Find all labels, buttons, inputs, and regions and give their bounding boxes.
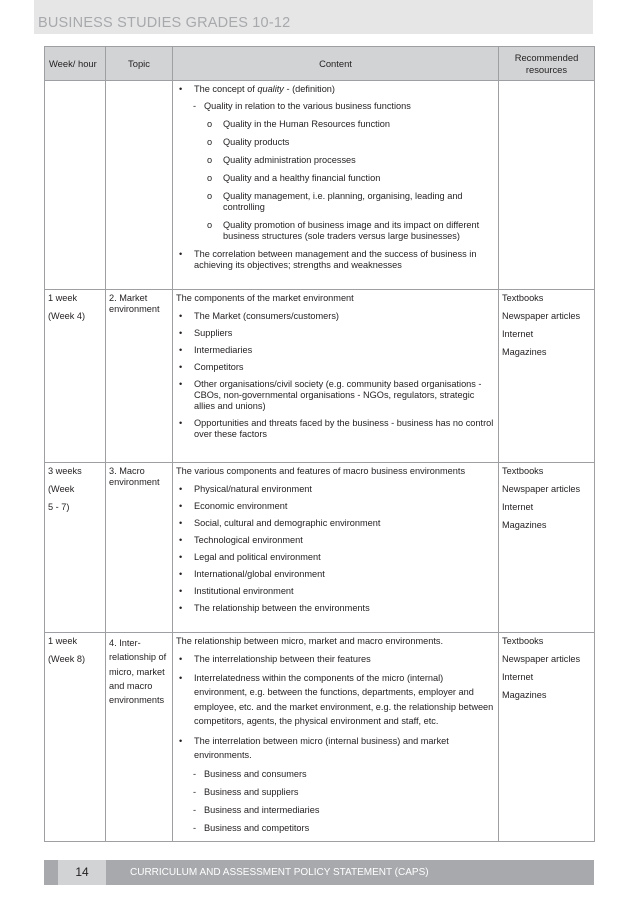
content-cell <box>173 81 499 290</box>
content-cell <box>173 290 499 463</box>
sub-item: o Quality in the Human Resources function <box>176 119 495 130</box>
page-header-title: BUSINESS STUDIES GRADES 10-12 <box>38 15 291 31</box>
dash-item: - Business and consumers <box>176 769 495 780</box>
table-row <box>45 81 595 290</box>
bullet-item: • Institutional environment <box>176 586 495 597</box>
page-number: 14 <box>58 860 106 885</box>
bullet-item: • Competitors <box>176 362 495 373</box>
dash-item: - Business and intermediaries <box>176 805 495 816</box>
topic-cell: 4. Inter-relationship of micro, market and macro environments <box>106 633 173 842</box>
resources-cell: Textbooks Newspaper articles Internet Magazines <box>499 463 595 633</box>
bullet-item: • Social, cultural and demographic environment <box>176 518 495 529</box>
bullet-item: • The concept of quality - (definition) <box>176 84 495 95</box>
content-lead: The components of the market environment <box>176 293 354 303</box>
bullet-item: • Opportunities and threats faced by the business - business has no control over these factors <box>176 418 495 440</box>
resources-cell <box>499 81 595 290</box>
footer-title: CURRICULUM AND ASSESSMENT POLICY STATEMENT (CAPS) <box>130 867 429 878</box>
bullet-item: • The correlation between management and the success of business in achieving its objectives; strengths and weaknesses <box>176 249 495 271</box>
content-lead: The various components and features of macro business environments <box>176 466 466 476</box>
topic-cell <box>106 81 173 290</box>
bullet-item: • Technological environment <box>176 535 495 546</box>
week-cell: 1 week (Week 4) <box>45 290 106 463</box>
header-week: Week/ hour <box>45 47 106 81</box>
bullet-item: • Economic environment <box>176 501 495 512</box>
curriculum-table <box>44 46 595 842</box>
bullet-item: • Physical/natural environment <box>176 484 495 495</box>
bullet-item: • The interrelation between micro (internal business) and market environments. <box>176 734 495 763</box>
dash-item: - Business and competitors <box>176 823 495 834</box>
header-content: Content <box>173 47 499 81</box>
topic-cell: 3. Macro environment <box>106 463 173 633</box>
resources-cell: Textbooks Newspaper articles Internet Magazines <box>499 633 595 842</box>
sub-item: o Quality and a healthy financial function <box>176 173 495 184</box>
bullet-item: • The Market (consumers/customers) <box>176 311 495 322</box>
table-header-row <box>45 47 595 81</box>
sub-item: o Quality products <box>176 137 495 148</box>
week-cell: 3 weeks (Week 5 - 7) <box>45 463 106 633</box>
week-cell <box>45 81 106 290</box>
topic-cell: 2. Market environment <box>106 290 173 463</box>
bullet-item: • The interrelationship between their features <box>176 654 495 665</box>
bullet-item: • Intermediaries <box>176 345 495 356</box>
table-row <box>45 633 595 842</box>
sub-item: o Quality promotion of business image and its impact on different business structures (sole traders versus large businesses) <box>176 220 495 242</box>
content-cell <box>173 633 499 842</box>
bullet-item: • Other organisations/civil society (e.g. community based organisations - CBOs, non-governmental organisations - NGOs, regulators, strategic allies and unions) <box>176 379 495 412</box>
bullet-item: • International/global environment <box>176 569 495 580</box>
table-row <box>45 290 595 463</box>
content-lead: The relationship between micro, market and macro environments. <box>176 636 444 646</box>
header-topic: Topic <box>106 47 173 81</box>
week-cell: 1 week (Week 8) <box>45 633 106 842</box>
bullet-item: • Legal and political environment <box>176 552 495 563</box>
bullet-item: • Suppliers <box>176 328 495 339</box>
resources-cell: Textbooks Newspaper articles Internet Magazines <box>499 290 595 463</box>
dash-item: - Business and suppliers <box>176 787 495 798</box>
content-cell <box>173 463 499 633</box>
dash-item: - Quality in relation to the various business functions <box>176 101 495 112</box>
sub-item: o Quality administration processes <box>176 155 495 166</box>
bullet-item: • Interrelatedness within the components of the micro (internal) environment, e.g. between the functions, departments, employer and employee, etc. and the market environment, e.g. the relationship between competitors, agents, the physical environment and staff, etc. <box>176 671 495 728</box>
bullet-item: • The relationship between the environments <box>176 603 495 614</box>
sub-item: o Quality management, i.e. planning, organising, leading and controlling <box>176 191 495 213</box>
header-resources: Recommended resources <box>499 47 595 81</box>
table-row <box>45 463 595 633</box>
